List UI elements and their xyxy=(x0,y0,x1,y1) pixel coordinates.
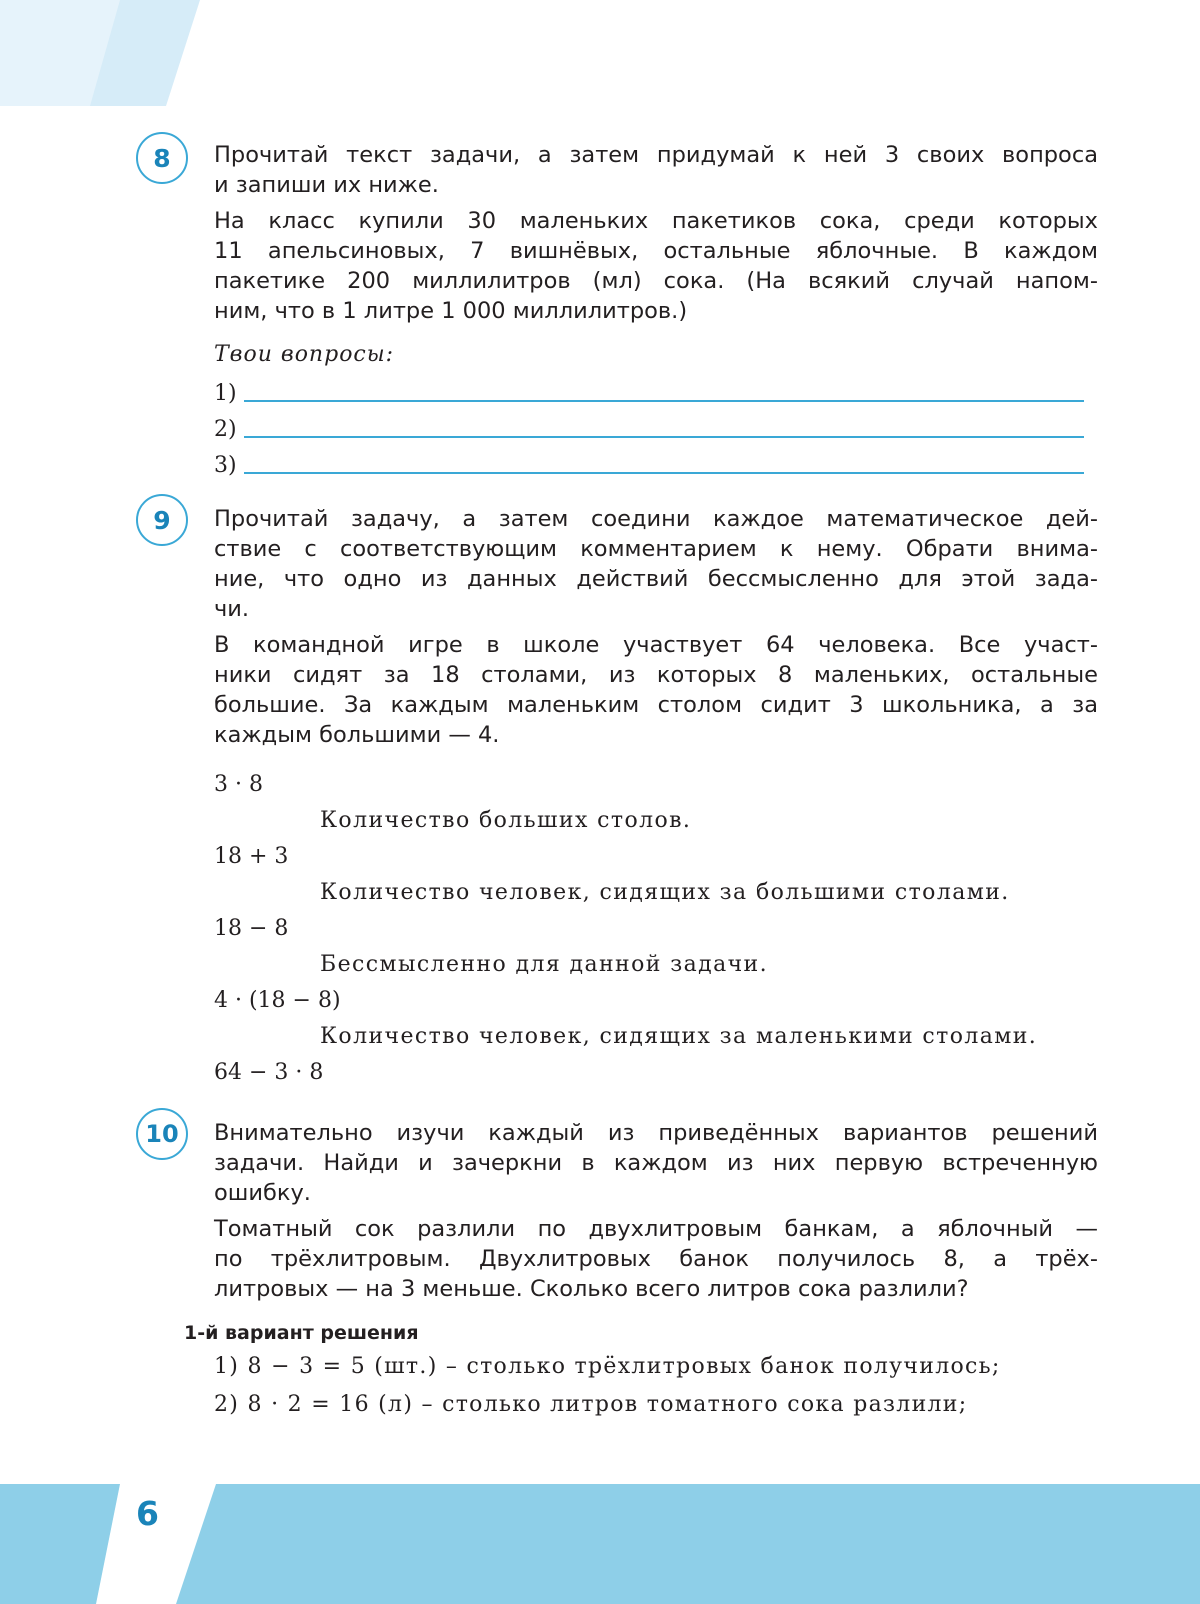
text-line: Томатный сок разлили по двухлитровым банкам, а яблочный — xyxy=(214,1216,1098,1242)
footer-band xyxy=(0,1484,1200,1604)
text-line: Прочитай задачу, а затем соедини каждое математическое дей- xyxy=(214,506,1098,532)
text-line: по трёхлитровым. Двухлитровых банок получилось 8, а трёх- xyxy=(214,1246,1098,1272)
answer-number: 3) xyxy=(214,453,237,478)
page-number: 6 xyxy=(136,1494,159,1533)
text-line: Внимательно изучи каждый из приведённых вариантов решений xyxy=(214,1120,1098,1146)
task-number-10: 10 xyxy=(136,1108,188,1160)
text-line: каждым большими — 4. xyxy=(214,722,500,748)
comment-2[interactable]: Количество человек, сидящих за большими столами. xyxy=(320,880,1010,905)
comment-1[interactable]: Количество больших столов. xyxy=(320,808,692,833)
text-line: Прочитай текст задачи, а затем придумай к ней 3 своих вопроса xyxy=(214,142,1098,168)
task9-instruction xyxy=(214,504,1098,624)
text-line: ники сидят за 18 столами, из которых 8 маленьких, остальные xyxy=(214,662,1098,688)
variant-title: 1-й вариант решения xyxy=(184,1322,419,1344)
expression-4[interactable]: 4 · (18 − 8) xyxy=(214,988,341,1013)
text-line: В командной игре в школе участвует 64 человека. Все участ- xyxy=(214,632,1098,658)
answer-line-2[interactable] xyxy=(214,412,1084,442)
expression-2[interactable]: 18 + 3 xyxy=(214,844,289,869)
text-line: задачи. Найди и зачеркни в каждом из них первую встреченную xyxy=(214,1150,1098,1176)
text-line: На класс купили 30 маленьких пакетиков сока, среди которых xyxy=(214,208,1098,234)
solution-step-2[interactable]: 2) 8 · 2 = 16 (л) – столько литров томатного сока разлили; xyxy=(214,1392,968,1417)
text-line: литровых — на 3 меньше. Сколько всего литров сока разлили? xyxy=(214,1276,969,1302)
answer-number: 1) xyxy=(214,381,237,406)
task10-text xyxy=(214,1214,1098,1304)
task9-text xyxy=(214,630,1098,750)
task8-instruction xyxy=(214,140,1098,200)
answer-underline[interactable] xyxy=(244,398,1084,402)
comment-4[interactable]: Количество человек, сидящих за маленькими столами. xyxy=(320,1024,1038,1049)
answer-line-1[interactable] xyxy=(214,376,1084,406)
text-line: большие. За каждым маленьким столом сидит 3 школьника, а за xyxy=(214,692,1098,718)
answer-number: 2) xyxy=(214,417,237,442)
corner-decoration xyxy=(0,0,200,106)
expression-3[interactable]: 18 − 8 xyxy=(214,916,289,941)
questions-label: Твои вопросы: xyxy=(214,342,395,367)
text-line: чи. xyxy=(214,596,250,622)
comment-3[interactable]: Бессмысленно для данной задачи. xyxy=(320,952,768,977)
text-line: пакетике 200 миллилитров (мл) сока. (На всякий случай напом- xyxy=(214,268,1098,294)
text-line: 11 апельсиновых, 7 вишнёвых, остальные яблочные. В каждом xyxy=(214,238,1098,264)
answer-line-3[interactable] xyxy=(214,448,1084,478)
text-line: ним, что в 1 литре 1 000 миллилитров.) xyxy=(214,298,688,324)
task-number-9: 9 xyxy=(136,494,188,546)
expression-5[interactable]: 64 − 3 · 8 xyxy=(214,1060,324,1085)
text-line: ошибку. xyxy=(214,1180,311,1206)
task8-text xyxy=(214,206,1098,326)
solution-step-1[interactable]: 1) 8 − 3 = 5 (шт.) – столько трёхлитровых банок получилось; xyxy=(214,1354,1001,1379)
text-line: и запиши их ниже. xyxy=(214,172,439,198)
answer-underline[interactable] xyxy=(244,470,1084,474)
task10-instruction xyxy=(214,1118,1098,1208)
text-line: ствие с соответствующим комментарием к нему. Обрати внима- xyxy=(214,536,1098,562)
expression-1[interactable]: 3 · 8 xyxy=(214,772,263,797)
text-line: ние, что одно из данных действий бессмысленно для этой зада- xyxy=(214,566,1098,592)
answer-underline[interactable] xyxy=(244,434,1084,438)
task-number-8: 8 xyxy=(136,132,188,184)
